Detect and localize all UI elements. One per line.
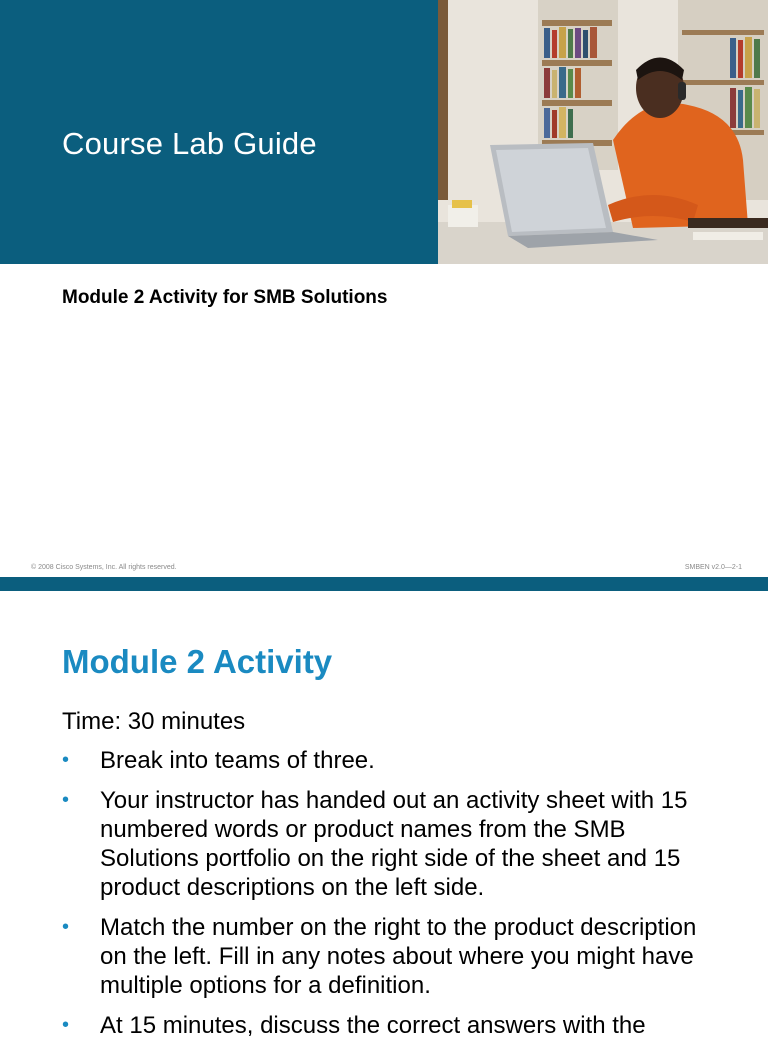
copyright-footer: © 2008 Cisco Systems, Inc. All rights reserved. — [31, 564, 177, 571]
bullet-text: At 15 minutes, discuss the correct answers with the — [100, 1012, 646, 1039]
bullet-item — [62, 786, 722, 902]
bullet-item — [62, 913, 722, 1000]
title-banner — [0, 0, 438, 264]
bullet-text: Match the number on the right to the product description on the left. Fill in any notes about where you might have multiple options for a definition. — [100, 914, 697, 999]
time-label: Time: 30 minutes — [62, 708, 246, 735]
bullet-item — [62, 746, 722, 775]
bullet-item — [62, 1011, 722, 1040]
banner-title: Course Lab Guide — [62, 126, 317, 161]
bullet-dot-icon: • — [62, 789, 70, 811]
bullet-list — [62, 746, 722, 1051]
bullet-dot-icon: • — [62, 916, 70, 938]
library-photo — [438, 0, 768, 264]
slide-title: Module 2 Activity — [62, 643, 333, 680]
bullet-dot-icon: • — [62, 749, 70, 771]
bullet-text: Your instructor has handed out an activity sheet with 15 numbered words or product names from the SMB Solutions portfolio on the right side of the sheet and 15 product descriptions on the left side. — [100, 787, 688, 901]
bullet-text: Break into teams of three. — [100, 747, 375, 774]
slide-divider-band — [0, 577, 768, 591]
slide-2 — [0, 591, 768, 1039]
slide-subtitle: Module 2 Activity for SMB Solutions — [62, 287, 388, 308]
slide-number-footer: SMBEN v2.0—2-1 — [684, 564, 742, 571]
bullet-dot-icon: • — [62, 1014, 70, 1036]
